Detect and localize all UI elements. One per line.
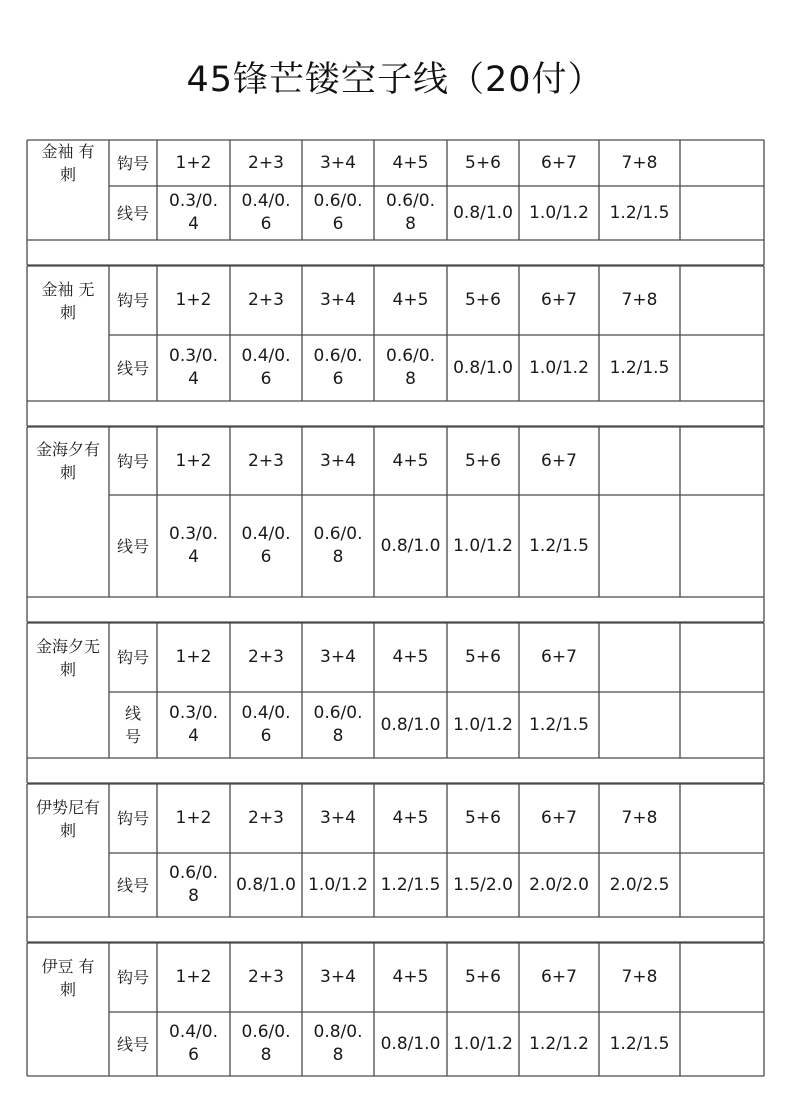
hook-size-cell	[230, 427, 302, 495]
line-label	[109, 495, 157, 597]
line-size-cell	[519, 335, 599, 401]
hook-size-cell	[157, 784, 230, 853]
line-size-cell-text: 0.8/1.0	[380, 1033, 441, 1054]
hook-size-cell-text: 5+6	[465, 647, 501, 667]
hook-size-cell	[374, 943, 447, 1012]
hook-size-cell	[519, 784, 599, 853]
hook-size-cell	[680, 266, 764, 335]
section-name	[27, 943, 109, 1012]
section-name	[27, 140, 109, 186]
line-size-cell-text: 0.4/0. 6	[241, 191, 291, 234]
hook-size-cell	[447, 266, 519, 335]
hook-label	[109, 623, 157, 692]
hook-size-cell-text: 4+5	[392, 450, 429, 471]
hook-size-cell-text: 5+6	[465, 152, 501, 173]
page-title: 45锋芒镂空子线（20付）	[186, 60, 604, 100]
line-size-cell	[157, 186, 230, 240]
line-size-cell-text: 0.3/0. 4	[169, 524, 218, 567]
line-label	[109, 692, 157, 758]
hook-size-cell-text: 6+7	[541, 450, 577, 471]
line-size-cell-text: 1.2/1.5	[609, 1033, 670, 1054]
hook-size-cell	[374, 427, 447, 495]
line-size-cell	[230, 186, 302, 240]
line-size-cell	[680, 853, 764, 917]
section-name-text: 伊豆 有 刺	[41, 956, 95, 999]
hook-size-cell-text: 5+6	[465, 967, 501, 987]
hook-size-cell	[599, 266, 680, 335]
line-label-text: 线号	[116, 203, 149, 223]
line-size-cell-text: 1.5/2.0	[453, 874, 513, 895]
line-size-cell-text: 0.6/0. 8	[386, 346, 435, 389]
line-label-text: 线号	[116, 875, 149, 895]
hook-size-cell	[157, 266, 230, 335]
line-size-cell-text: 1.0/1.2	[529, 202, 589, 223]
hook-size-cell-text: 2+3	[248, 647, 284, 667]
hook-size-cell-text: 2+3	[248, 808, 284, 828]
line-size-cell-text: 0.8/1.0	[453, 357, 513, 378]
hook-label-text: 钩号	[116, 648, 149, 667]
hook-size-cell	[230, 623, 302, 692]
hook-size-cell	[374, 784, 447, 853]
line-size-cell	[599, 692, 680, 758]
line-size-cell-text: 1.0/1.2	[308, 874, 368, 895]
line-size-cell	[157, 853, 230, 917]
line-size-cell-text: 1.0/1.2	[453, 1033, 513, 1054]
line-label	[109, 1012, 157, 1076]
line-size-cell	[374, 495, 447, 597]
line-size-cell-text: 1.0/1.2	[529, 357, 589, 378]
hook-size-cell	[447, 623, 519, 692]
hook-size-cell-text: 3+4	[320, 450, 356, 471]
hook-size-cell	[302, 266, 374, 335]
line-size-cell	[447, 692, 519, 758]
line-size-cell	[447, 335, 519, 401]
hook-size-cell-text: 1+2	[175, 450, 212, 471]
line-size-cell	[519, 1012, 599, 1076]
section-name	[27, 427, 109, 495]
hook-size-cell-text: 2+3	[248, 450, 284, 471]
line-size-cell-text: 2.0/2.0	[529, 874, 589, 895]
hook-size-cell-text: 7+8	[621, 967, 658, 987]
hook-size-cell-text: 3+4	[320, 647, 356, 667]
line-size-cell	[519, 495, 599, 597]
line-size-cell	[302, 335, 374, 401]
line-size-cell	[599, 495, 680, 597]
hook-size-cell	[599, 623, 680, 692]
hook-size-cell	[157, 140, 230, 186]
line-size-cell-text: 1.2/1.5	[609, 202, 670, 223]
hook-size-cell-text: 6+7	[541, 290, 577, 310]
hook-size-cell-text: 4+5	[392, 647, 429, 667]
section-name	[27, 623, 109, 692]
hook-size-cell	[230, 140, 302, 186]
line-size-cell	[302, 1012, 374, 1076]
hook-size-cell-text: 2+3	[248, 152, 284, 173]
hook-size-cell	[680, 943, 764, 1012]
hook-size-cell-text: 4+5	[392, 808, 429, 828]
line-size-cell	[157, 692, 230, 758]
line-label-text: 线号	[116, 536, 149, 556]
line-size-cell	[680, 692, 764, 758]
hook-size-cell	[302, 427, 374, 495]
hook-size-cell-text: 1+2	[175, 290, 212, 310]
line-size-cell-text: 1.2/1.5	[609, 357, 670, 378]
hook-size-cell	[447, 427, 519, 495]
hook-size-cell	[157, 943, 230, 1012]
line-size-cell	[374, 335, 447, 401]
line-size-cell-text: 2.0/2.5	[609, 874, 670, 895]
line-size-cell-text: 0.3/0. 4	[169, 703, 218, 746]
hook-size-cell-text: 3+4	[320, 152, 356, 173]
section-name	[27, 784, 109, 853]
line-label	[109, 186, 157, 240]
hook-size-cell	[230, 266, 302, 335]
hook-size-cell	[680, 784, 764, 853]
hook-size-cell-text: 7+8	[621, 808, 658, 828]
hook-size-cell	[519, 943, 599, 1012]
line-size-cell-text: 1.2/1.5	[529, 535, 589, 556]
line-size-cell	[447, 853, 519, 917]
hook-size-cell-text: 4+5	[392, 152, 429, 173]
hook-size-cell	[447, 943, 519, 1012]
hook-size-cell	[302, 784, 374, 853]
line-size-cell	[157, 495, 230, 597]
line-size-cell-text: 1.2/1.5	[380, 874, 441, 895]
hook-label	[109, 427, 157, 495]
hook-size-cell-text: 6+7	[541, 967, 577, 987]
line-size-cell	[230, 1012, 302, 1076]
hook-size-cell-text: 5+6	[465, 290, 501, 310]
line-size-cell	[599, 1012, 680, 1076]
hook-size-cell	[374, 266, 447, 335]
line-size-cell-text: 0.6/0. 6	[313, 346, 363, 389]
section-name	[27, 266, 109, 335]
line-size-cell-text: 0.8/1.0	[236, 874, 296, 895]
line-size-cell-text: 0.6/0. 6	[313, 191, 363, 234]
line-size-cell-text: 0.6/0. 8	[241, 1022, 291, 1065]
line-size-cell-text: 0.3/0. 4	[169, 346, 218, 389]
section-name-text: 金袖 有 刺	[41, 142, 95, 184]
hook-size-cell	[680, 427, 764, 495]
hook-label-text: 钩号	[116, 153, 149, 173]
hook-size-cell-text: 1+2	[175, 967, 212, 987]
line-size-cell	[447, 1012, 519, 1076]
hook-size-cell	[599, 140, 680, 186]
line-size-cell-text: 0.8/0. 8	[313, 1022, 363, 1065]
line-size-cell-text: 0.3/0. 4	[169, 191, 218, 234]
line-label-text: 线号	[116, 358, 149, 378]
hook-size-cell	[447, 784, 519, 853]
line-size-cell	[599, 186, 680, 240]
line-size-cell	[519, 692, 599, 758]
hook-size-cell-text: 7+8	[621, 290, 658, 310]
line-size-cell	[374, 853, 447, 917]
line-size-cell-text: 0.4/0. 6	[169, 1022, 218, 1065]
hook-size-cell-text: 1+2	[175, 152, 212, 173]
hook-size-cell	[599, 784, 680, 853]
line-size-cell	[680, 495, 764, 597]
hook-size-cell-text: 5+6	[465, 450, 501, 471]
hook-size-cell	[230, 784, 302, 853]
hook-label-text: 钩号	[116, 291, 149, 310]
line-size-cell-text: 0.6/0. 8	[313, 703, 363, 746]
hook-size-cell-text: 4+5	[392, 290, 429, 310]
line-size-cell	[680, 335, 764, 401]
hook-size-cell	[519, 140, 599, 186]
line-size-cell	[447, 495, 519, 597]
hook-label	[109, 784, 157, 853]
line-size-cell	[374, 692, 447, 758]
line-size-cell	[519, 853, 599, 917]
line-size-cell	[680, 186, 764, 240]
hook-size-cell-text: 3+4	[320, 290, 356, 310]
line-size-cell-text: 0.8/1.0	[380, 714, 441, 735]
hook-size-cell	[519, 427, 599, 495]
line-size-cell-text: 1.0/1.2	[453, 714, 513, 735]
line-size-cell	[302, 186, 374, 240]
hook-size-cell-text: 2+3	[248, 290, 284, 310]
line-size-cell	[230, 853, 302, 917]
hook-size-cell	[157, 427, 230, 495]
line-size-cell	[302, 692, 374, 758]
line-size-cell-text: 0.4/0. 6	[241, 703, 291, 746]
hook-label-text: 钩号	[116, 968, 149, 987]
hook-size-cell	[302, 140, 374, 186]
hook-label	[109, 140, 157, 186]
line-size-cell-text: 0.6/0. 8	[386, 191, 435, 234]
hook-size-cell-text: 2+3	[248, 967, 284, 987]
hook-label	[109, 943, 157, 1012]
hook-size-cell	[519, 623, 599, 692]
line-size-cell-text: 0.6/0. 8	[169, 863, 218, 906]
line-size-cell	[374, 1012, 447, 1076]
line-size-cell	[374, 186, 447, 240]
line-size-cell-text: 0.6/0. 8	[313, 524, 363, 567]
hook-size-cell	[230, 943, 302, 1012]
line-size-cell-text: 0.8/1.0	[380, 535, 441, 556]
hook-size-cell-text: 6+7	[541, 808, 577, 828]
line-size-cell-text: 1.2/1.2	[529, 1033, 589, 1054]
line-size-cell	[157, 1012, 230, 1076]
line-label	[109, 335, 157, 401]
line-size-cell	[302, 495, 374, 597]
hook-size-cell	[447, 140, 519, 186]
line-size-cell	[230, 692, 302, 758]
hook-size-cell	[680, 140, 764, 186]
hook-size-cell	[302, 623, 374, 692]
line-size-cell	[519, 186, 599, 240]
line-size-cell	[680, 1012, 764, 1076]
hook-size-cell	[680, 623, 764, 692]
hook-size-cell-text: 6+7	[541, 152, 577, 173]
hook-label	[109, 266, 157, 335]
line-size-cell	[157, 335, 230, 401]
line-size-cell	[447, 186, 519, 240]
line-size-cell	[599, 853, 680, 917]
hook-size-cell-text: 1+2	[175, 647, 212, 667]
line-size-cell-text: 1.2/1.5	[529, 714, 589, 735]
hook-size-cell	[374, 140, 447, 186]
line-size-cell	[302, 853, 374, 917]
hook-size-cell-text: 4+5	[392, 967, 429, 987]
line-size-cell	[599, 335, 680, 401]
line-size-cell	[230, 495, 302, 597]
hook-size-cell-text: 6+7	[541, 647, 577, 667]
hook-size-cell-text: 3+4	[320, 808, 356, 828]
section-name-text: 金海夕无 刺	[35, 636, 100, 679]
hook-size-cell-text: 3+4	[320, 967, 356, 987]
hook-size-cell-text: 1+2	[175, 808, 212, 828]
line-size-cell-text: 0.8/1.0	[453, 202, 513, 223]
section-name-text: 金袖 无 刺	[41, 279, 95, 322]
hook-size-cell	[599, 943, 680, 1012]
hook-size-cell	[157, 623, 230, 692]
line-label	[109, 853, 157, 917]
hook-label-text: 钩号	[116, 809, 149, 828]
hook-size-cell	[519, 266, 599, 335]
hook-size-cell	[302, 943, 374, 1012]
line-size-cell-text: 1.0/1.2	[453, 535, 513, 556]
hook-size-cell	[599, 427, 680, 495]
line-size-cell-text: 0.4/0. 6	[241, 524, 291, 567]
hook-size-cell	[374, 623, 447, 692]
section-name-text: 金海夕有 刺	[35, 440, 100, 482]
section-name-text: 伊势尼有 刺	[35, 797, 100, 840]
line-label-text: 线号	[116, 1034, 149, 1054]
hook-size-cell-text: 7+8	[621, 152, 658, 173]
hook-label-text: 钩号	[116, 451, 149, 471]
line-size-cell	[230, 335, 302, 401]
line-size-cell-text: 0.4/0. 6	[241, 346, 291, 389]
line-label-text: 线 号	[124, 704, 141, 746]
hook-size-cell-text: 5+6	[465, 808, 501, 828]
